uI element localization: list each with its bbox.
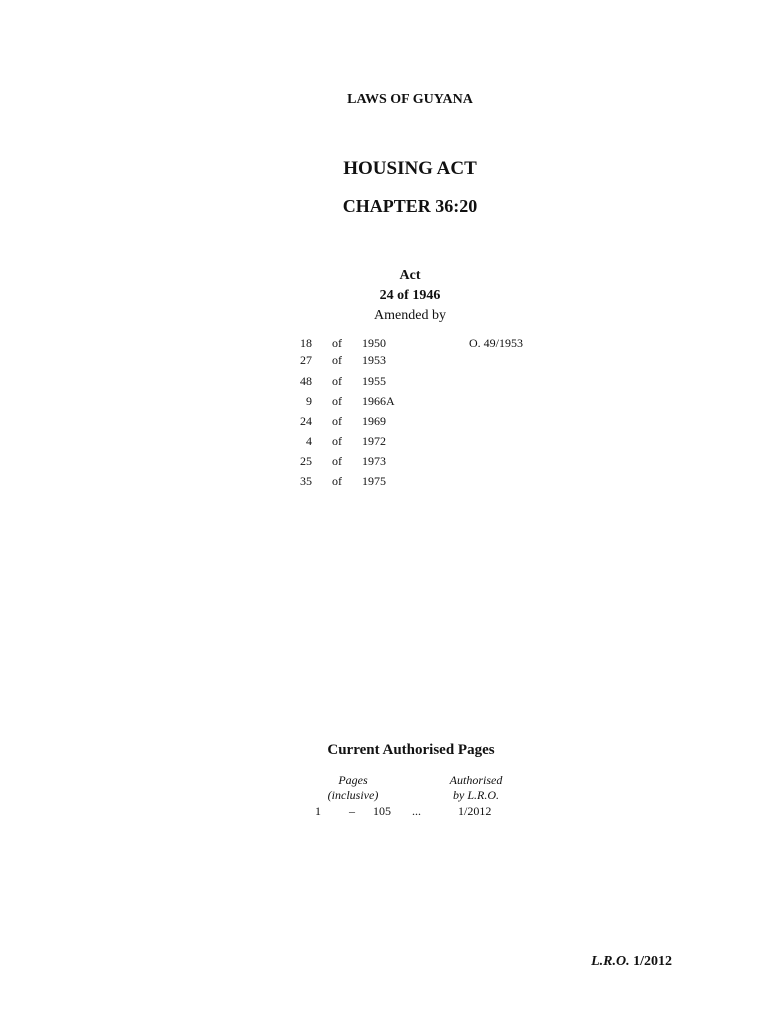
pages-header-line-1: Pages (338, 773, 368, 787)
amendment-number: 25 (300, 454, 312, 468)
amendment-year: 1955 (362, 374, 386, 388)
amendment-of: of (332, 353, 342, 367)
authorised-column-header (436, 773, 516, 803)
leader-dots: ... (412, 804, 421, 818)
pages-column-header (313, 773, 393, 803)
amendment-number: 9 (306, 394, 312, 408)
authorised-value: 1/2012 (458, 804, 492, 818)
amendment-of: of (332, 474, 342, 488)
amendment-order: O. 49/1953 (469, 336, 523, 350)
pages-from: 1 (315, 804, 321, 818)
amended-by-label: Amended by (374, 308, 446, 323)
chapter-number: CHAPTER 36:20 (342, 196, 478, 216)
amendment-number: 35 (300, 474, 312, 488)
amendment-number: 4 (306, 434, 312, 448)
current-pages-title: Current Authorised Pages (327, 742, 495, 758)
authorised-header-line-2: by L.R.O. (453, 788, 499, 802)
amendment-year: 1969 (362, 414, 386, 428)
amendment-of: of (332, 454, 342, 468)
pages-dash: – (349, 804, 355, 818)
amendment-number: 24 (300, 414, 312, 428)
authorised-header-line-1: Authorised (449, 773, 503, 787)
pages-header-line-2: (inclusive) (327, 788, 379, 802)
amendment-year: 1953 (362, 353, 386, 367)
laws-heading: LAWS OF GUYANA (347, 92, 473, 107)
amendment-year: 1975 (362, 474, 386, 488)
footer-lro (591, 954, 672, 970)
amendment-year: 1973 (362, 454, 386, 468)
amendment-year: 1966A (362, 394, 395, 408)
act-title: HOUSING ACT (343, 158, 477, 179)
amendment-of: of (332, 414, 342, 428)
act-number: 24 of 1946 (379, 288, 441, 303)
amendment-year: 1972 (362, 434, 386, 448)
act-label: Act (399, 268, 421, 283)
amendment-of: of (332, 394, 342, 408)
lro-label: L.R.O. (591, 954, 630, 969)
lro-value: 1/2012 (633, 954, 672, 969)
amendment-number: 27 (300, 353, 312, 367)
amendment-number: 18 (300, 336, 312, 350)
amendment-of: of (332, 434, 342, 448)
amendment-of: of (332, 336, 342, 350)
pages-to: 105 (373, 804, 391, 818)
amendment-number: 48 (300, 374, 312, 388)
amendment-of: of (332, 374, 342, 388)
amendment-year: 1950 (362, 336, 386, 350)
